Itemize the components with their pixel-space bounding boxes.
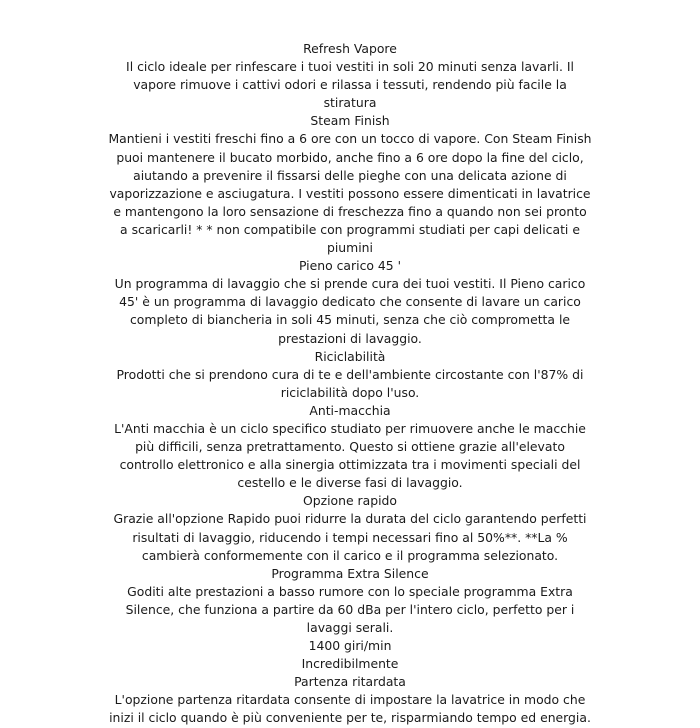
section-opzione-rapido: [0, 492, 700, 564]
section-body: Grazie all'opzione Rapido puoi ridurre la durata del ciclo garantendo perfetti risultati di lavaggio, riducendo i tempi necessari fino al 50%**. **La % cambierà conformemente con il carico e il programma selezionato.: [113, 511, 587, 563]
section-refresh-vapore: [0, 40, 700, 112]
section-anti-macchia: [0, 402, 700, 492]
section-body: Incredibilmente: [301, 656, 399, 672]
section-title: Riciclabilità: [314, 348, 386, 364]
section-partenza-ritardata: [0, 673, 700, 727]
section-body: L'Anti macchia è un ciclo specifico studiato per rimuovere anche le macchie più difficili, senza pretrattamento. Questo si ottiene grazie all'elevato controllo elettronico e alla sinergia ottimizzata tra i movimenti speciali del cestello e le diverse fasi di lavaggio.: [114, 420, 586, 491]
section-body: Goditi alte prestazioni a basso rumore con lo speciale programma Extra Silence, che funziona a partire da 60 dBa per l'intero ciclo, perfetto per i lavaggi serali.: [125, 583, 575, 635]
section-body: Un programma di lavaggio che si prende cura dei tuoi vestiti. Il Pieno carico 45' è un programma di lavaggio dedicato che consente di lavare un carico completo di biancheria in soli 45 minuti, senza che ciò comprometta le prestazioni di lavaggio.: [114, 276, 586, 346]
section-title: 1400 giri/min: [308, 638, 392, 654]
section-title: Anti-macchia: [309, 402, 391, 418]
section-title: Steam Finish: [310, 113, 390, 129]
section-extra-silence: [0, 565, 700, 637]
section-body: Prodotti che si prendono cura di te e dell'ambiente circostante con l'87% di riciclabilità dopo l'uso.: [116, 366, 584, 400]
section-title: Partenza ritardata: [294, 674, 406, 690]
section-body: L'opzione partenza ritardata consente di impostare la lavatrice in modo che inizi il ciclo quando è più conveniente per te, risparmiando tempo ed energia.: [109, 692, 591, 726]
section-title: Opzione rapido: [302, 493, 397, 509]
section-title: Pieno carico 45 ': [298, 258, 402, 274]
section-pieno-carico: [0, 257, 700, 347]
section-title: Programma Extra Silence: [271, 565, 429, 581]
section-riciclabilita: [0, 348, 700, 402]
section-steam-finish: [0, 112, 700, 257]
section-1400-giri: [0, 637, 700, 673]
section-body: Mantieni i vestiti freschi fino a 6 ore con un tocco di vapore. Con Steam Finish puoi mantenere il bucato morbido, anche fino a 6 ore dopo la fine del ciclo, aiutando a prevenire il fissarsi delle pieghe con una delicata azione di vaporizzazione e asciugatura. I vestiti possono essere dimenticati in lavatrice e mantengono la loro sensazione di freschezza fino a quando non sei pronto a scaricarli! * * non compatibile con programmi studiati per capi delicati e piumini: [108, 131, 592, 256]
section-body: Il ciclo ideale per rinfescare i tuoi vestiti in soli 20 minuti senza lavarli. Il vapore rimuove i cattivi odori e rilassa i tessuti, rendendo più facile la stiratura: [126, 59, 574, 111]
product-features-document: [0, 40, 700, 728]
section-title: Refresh Vapore: [303, 41, 397, 56]
